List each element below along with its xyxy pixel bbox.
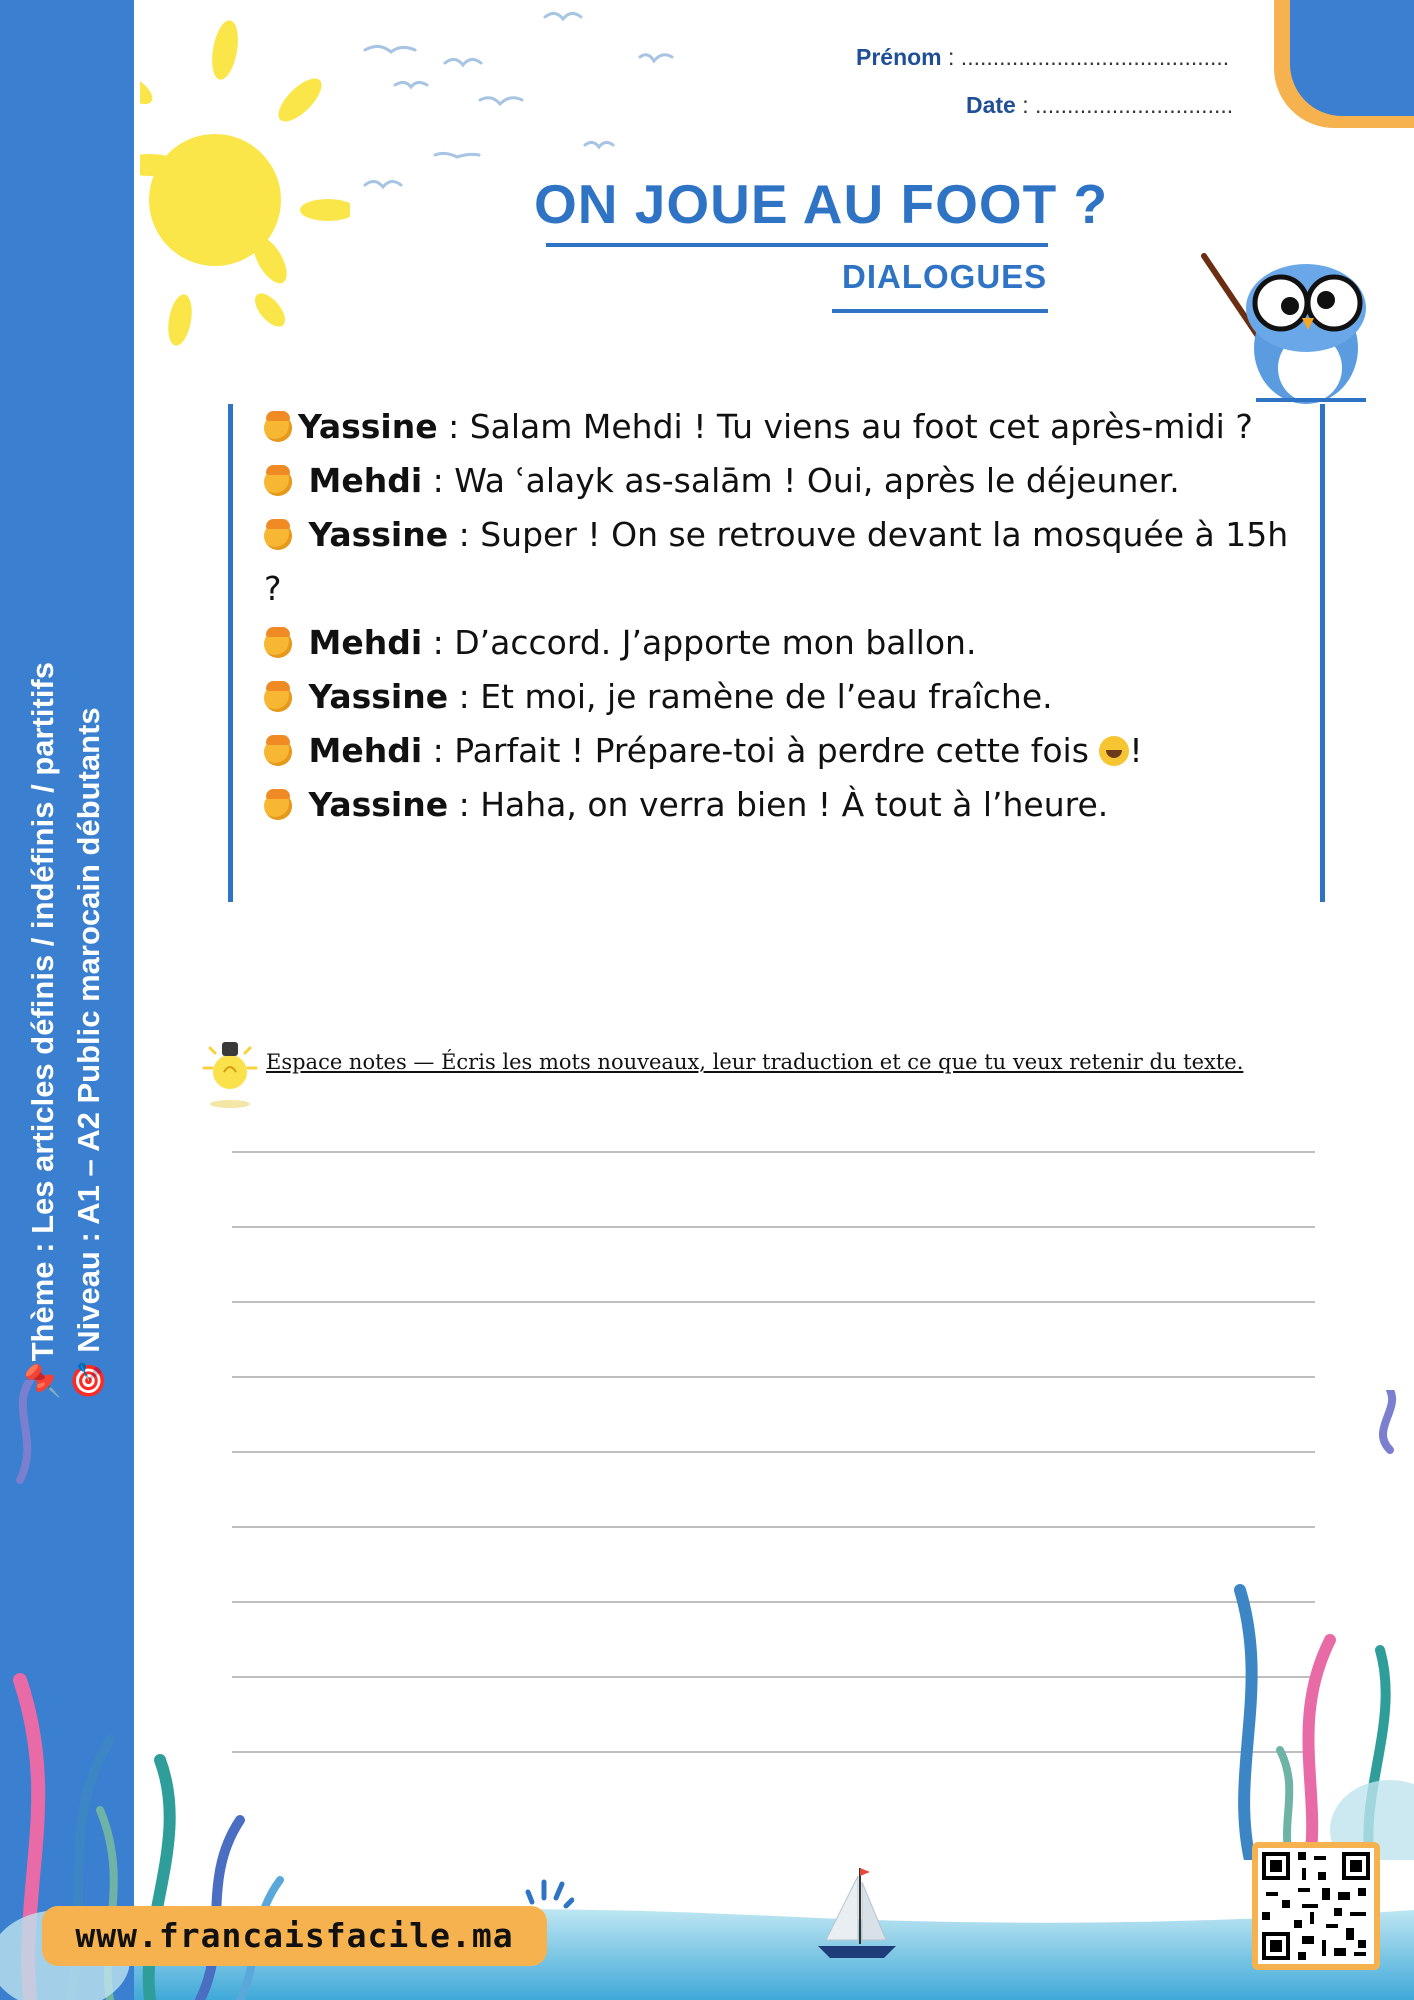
- page-title: ON JOUE AU FOOT ?: [534, 173, 1109, 235]
- speaker-name: Mehdi: [308, 623, 423, 662]
- coral-right-illustration: [1190, 1390, 1414, 1860]
- dialogue-line: [264, 778, 1294, 832]
- dialogue-bar-right: [1320, 404, 1325, 902]
- qr-code-icon: [1258, 1848, 1374, 1964]
- date-label: Date: [966, 92, 1016, 118]
- boy-face-icon: [264, 630, 292, 658]
- sailboat-illustration: [812, 1862, 902, 1962]
- dialogue-bar-left: [228, 404, 233, 902]
- notes-line[interactable]: [232, 1676, 1315, 1678]
- speaker-name: Mehdi: [308, 461, 423, 500]
- prenom-field[interactable]: [856, 44, 1229, 71]
- speaker-name: Yassine: [308, 677, 449, 716]
- speaker-name: Yassine: [308, 785, 449, 824]
- sidebar-vertical-text: [20, 500, 112, 1400]
- boy-face-icon: [264, 792, 292, 820]
- speaker-name: Yassine: [308, 515, 449, 554]
- notes-line[interactable]: [232, 1601, 1315, 1603]
- qr-code[interactable]: [1252, 1842, 1380, 1970]
- boy-face-icon: [264, 684, 292, 712]
- notes-line[interactable]: [232, 1751, 1315, 1753]
- speaker-name: Yassine: [298, 407, 438, 446]
- dialogue-text: : Super ! On se retrouve devant la mosquée à 15h ?: [264, 515, 1289, 608]
- lightbulb-icon: [200, 1038, 260, 1112]
- dialogue-line: [264, 670, 1294, 724]
- corner-decoration: [1274, 0, 1414, 128]
- notes-line[interactable]: [232, 1151, 1315, 1153]
- dialogue-text: : Haha, on verra bien ! À tout à l’heure.: [448, 785, 1109, 824]
- level-text: 🎯 Niveau : A1 – A2 Public marocain débutants: [71, 707, 106, 1400]
- dialogue-text: : Et moi, je ramène de l’eau fraîche.: [448, 677, 1053, 716]
- date-dots: : ...............................: [1015, 92, 1234, 118]
- speaker-name: Mehdi: [308, 731, 423, 770]
- notes-line[interactable]: [232, 1526, 1315, 1528]
- prenom-dots: : ..........................................: [941, 44, 1230, 70]
- dialogue-box: [264, 400, 1294, 832]
- date-field[interactable]: [966, 92, 1233, 119]
- theme-text: 📌Thème : Les articles définis / indéfinis / partitifs: [25, 662, 60, 1400]
- dialogue-text: : D’accord. J’apporte mon ballon.: [422, 623, 977, 662]
- boy-face-icon: [264, 738, 292, 766]
- title-underline: [546, 243, 1048, 247]
- dialogue-text: : Parfait ! Prépare-toi à perdre cette fois: [422, 731, 1089, 770]
- dialogue-suffix: !: [1129, 731, 1143, 770]
- dialogue-line: [264, 724, 1294, 778]
- dialogue-line: [264, 400, 1294, 454]
- dialogue-line: [264, 616, 1294, 670]
- grinning-face-icon: [1099, 736, 1129, 766]
- dialogue-text: : Wa ʿalayk as-salām ! Oui, après le déjeuner.: [422, 461, 1180, 500]
- page-subtitle: DIALOGUES: [842, 258, 1048, 295]
- subtitle-underline: [832, 309, 1048, 313]
- dialogue-line: [264, 454, 1294, 508]
- website-link[interactable]: www.francaisfacile.ma: [42, 1906, 547, 1966]
- boy-face-icon: [264, 414, 292, 442]
- owl-teacher-illustration: [1196, 248, 1376, 408]
- notes-line[interactable]: [232, 1226, 1315, 1228]
- boy-face-icon: [264, 522, 292, 550]
- dialogue-line: [264, 508, 1294, 616]
- dialogue-text: : Salam Mehdi ! Tu viens au foot cet après-midi ?: [437, 407, 1253, 446]
- notes-instructions: Espace notes — Écris les mots nouveaux, leur traduction et ce que tu veux retenir du texte.: [266, 1050, 1244, 1074]
- notes-line[interactable]: [232, 1376, 1315, 1378]
- boy-face-icon: [264, 468, 292, 496]
- sun-illustration: [140, 10, 350, 350]
- prenom-label: Prénom: [856, 44, 942, 70]
- notes-line[interactable]: [232, 1451, 1315, 1453]
- notes-line[interactable]: [232, 1301, 1315, 1303]
